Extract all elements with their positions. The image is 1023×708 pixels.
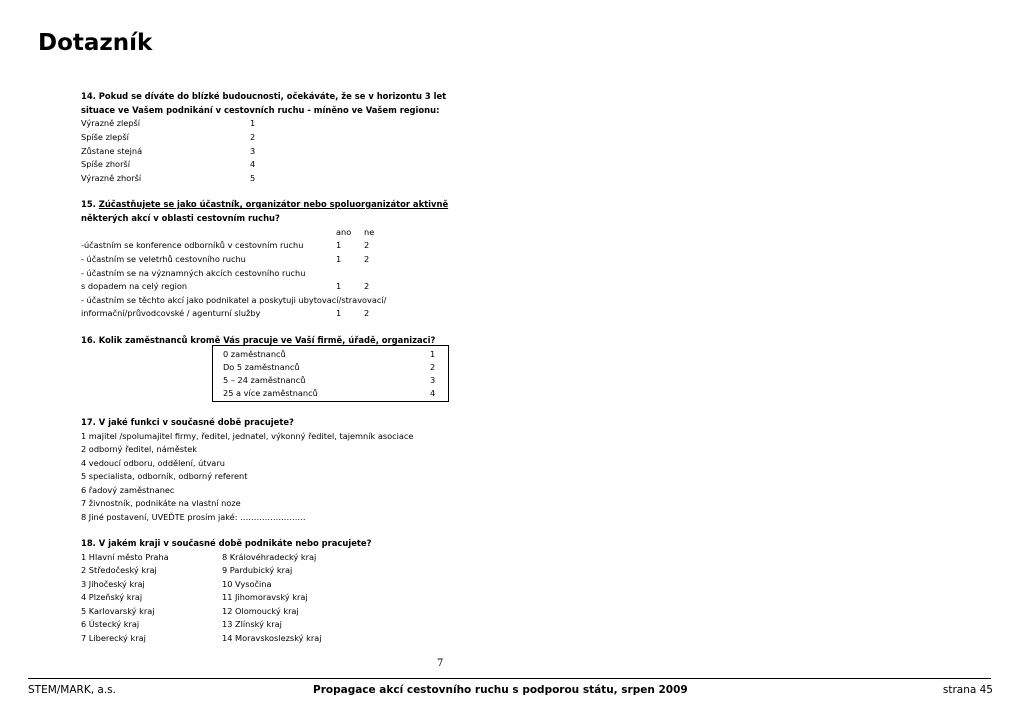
q17-option: 6 řadový zaměstnanec: [81, 485, 175, 495]
region-left: 4 Plzeňský kraj: [81, 592, 143, 602]
option-label: 5 – 24 zaměstnanců: [223, 375, 306, 385]
row-label: - účastním se na významných akcích cestovního ruchu: [81, 268, 306, 278]
option-label: 0 zaměstnanců: [223, 349, 286, 359]
option-value: 1: [430, 349, 436, 359]
footer-page-number: strana 45: [942, 684, 993, 696]
option-label: Do 5 zaměstnanců: [223, 362, 300, 372]
q14-line2: situace ve Vašem podnikání v cestovních ruchu - míněno ve Vašem regionu:: [81, 105, 440, 115]
option-value: 4: [250, 159, 256, 169]
q14-line1: 14. Pokud se díváte do blízké budoucnosti, očekáváte, že se v horizontu 3 let: [81, 91, 447, 101]
document-page-number: 7: [437, 658, 444, 669]
option-label: Spíše zlepší: [81, 132, 129, 142]
q17-question: 17. V jaké funkci v současné době pracujete?: [81, 417, 294, 427]
region-left: 2 Středočeský kraj: [81, 565, 157, 575]
option-label: Zůstane stejná: [81, 146, 143, 156]
row-ne: 2: [364, 254, 370, 264]
questionnaire-scan: [81, 0, 641, 708]
row-ano: 1: [336, 308, 342, 318]
page-title: Dotazník: [38, 30, 153, 56]
row-label: - účastním se těchto akcí jako podnikatel a poskytuji ubytovací/stravovací/: [81, 295, 387, 305]
footer-divider: [28, 678, 991, 679]
option-label: Spíše zhorší: [81, 159, 130, 169]
row-label: s dopadem na celý region: [81, 281, 188, 291]
q16-options-box: [212, 345, 449, 402]
option-value: 4: [430, 388, 436, 398]
region-left: 1 Hlavní město Praha: [81, 552, 169, 562]
q15-line2: některých akcí v oblasti cestovním ruchu?: [81, 213, 280, 223]
option-value: 3: [430, 375, 436, 385]
region-left: 6 Ústecký kraj: [81, 619, 140, 629]
row-label: informační/průvodcovské / agenturní služby: [81, 308, 261, 318]
col-ano: ano: [336, 227, 352, 237]
option-label: Výrazně zhorší: [81, 173, 142, 183]
option-value: 3: [250, 146, 256, 156]
region-right: 12 Olomoucký kraj: [222, 606, 299, 616]
q17-option: 1 majitel /spolumajitel firmy, ředitel, jednatel, výkonný ředitel, tajemník asociace: [81, 431, 414, 441]
region-left: 5 Karlovarský kraj: [81, 606, 155, 616]
q18-question: 18. V jakém kraji v současné době podnikáte nebo pracujete?: [81, 538, 372, 548]
row-ano: 1: [336, 240, 342, 250]
q17-option: 7 živnostník, podnikáte na vlastní noze: [81, 498, 241, 508]
footer-report-title: Propagace akcí cestovního ruchu s podporou státu, srpen 2009: [313, 684, 688, 696]
q15-line1: [81, 198, 448, 212]
option-value: 2: [430, 362, 436, 372]
row-ano: 1: [336, 281, 342, 291]
region-right: 8 Královéhradecký kraj: [222, 552, 317, 562]
region-right: 10 Vysočina: [222, 579, 272, 589]
option-label: Výrazně zlepší: [81, 118, 141, 128]
row-ne: 2: [364, 308, 370, 318]
region-right: 13 Zlínský kraj: [222, 619, 282, 629]
option-value: 5: [250, 173, 256, 183]
region-right: 14 Moravskoslezský kraj: [222, 633, 322, 643]
q17-option: 4 vedoucí odboru, oddělení, útvaru: [81, 458, 225, 468]
row-ne: 2: [364, 281, 370, 291]
option-value: 1: [250, 118, 256, 128]
option-value: 2: [250, 132, 256, 142]
region-right: 9 Pardubický kraj: [222, 565, 293, 575]
footer-company: STEM/MARK, a.s.: [28, 684, 116, 696]
q17-option: 5 specialista, odborník, odborný referent: [81, 471, 248, 481]
row-ano: 1: [336, 254, 342, 264]
q17-option: 2 odborný ředitel, náměstek: [81, 444, 197, 454]
q15-underlined-text: Zúčastňujete se jako účastník, organizátor nebo spoluorganizátor aktivně: [98, 199, 449, 209]
region-right: 11 Jihomoravský kraj: [222, 592, 308, 602]
option-label: 25 a více zaměstnanců: [223, 388, 318, 398]
q16-question: 16. Kolik zaměstnanců kromě Vás pracuje ve Vaší firmě, úřadě, organizaci?: [81, 335, 436, 345]
q17-option: 8 Jiné postavení, UVEĎTE prosím jaké: ……………………: [81, 512, 306, 522]
q15-prefix: 15.: [81, 199, 99, 209]
region-left: 3 Jihočeský kraj: [81, 579, 145, 589]
region-left: 7 Liberecký kraj: [81, 633, 146, 643]
row-label: - účastním se veletrhů cestovního ruchu: [81, 254, 246, 264]
col-ne: ne: [364, 227, 375, 237]
row-label: -účastním se konference odborníků v cestovním ruchu: [81, 240, 304, 250]
row-ne: 2: [364, 240, 370, 250]
